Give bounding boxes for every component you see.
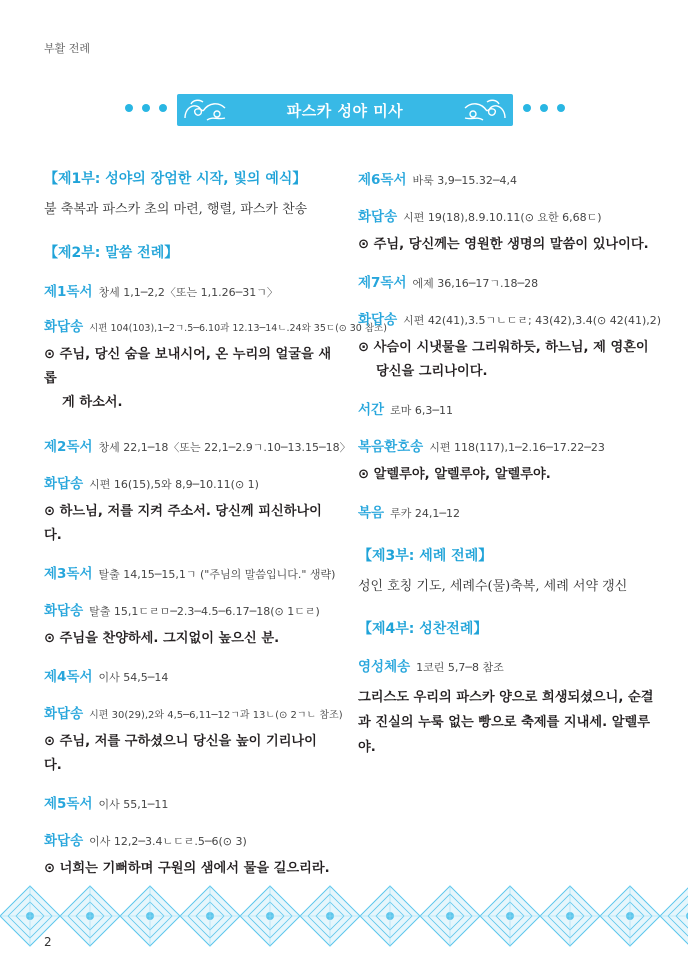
response-line: 게 하소서. — [62, 395, 123, 410]
decorative-dots-right — [523, 104, 565, 112]
reading-label: 서간 — [358, 402, 385, 418]
communion-antiphon — [358, 685, 658, 760]
dot-icon — [523, 104, 531, 112]
psalm-reference: 시편 104(103),1─2ㄱ.5─6.10과 12.13─14ㄴ.24와 35ㄷ(⊙ 30 참조) — [89, 323, 387, 334]
dot-icon — [125, 104, 133, 112]
title-banner — [177, 94, 513, 126]
reading-label: 제1독서 — [44, 284, 93, 300]
reading-reference: 에제 36,16─17ㄱ.18─28 — [412, 277, 539, 290]
psalm-response: ⊙ 주님, 저를 구하셨으니 당신을 높이 기리나이다. — [44, 734, 317, 773]
reading-entry — [358, 271, 658, 291]
diamond-ornament-icon — [120, 886, 180, 946]
antiphon-line: 그리스도 우리의 파스카 양으로 희생되셨으니, 순결 — [358, 690, 654, 705]
reading-entry — [44, 792, 334, 812]
reading-reference: 탈출 14,15─15,1ㄱ ("주님의 말씀입니다." 생략) — [98, 568, 336, 581]
psalm-reference: 시편 16(15),5와 8,9─10.11(⊙ 1) — [89, 478, 259, 491]
reading-entry — [44, 562, 334, 582]
gospel-entry — [358, 501, 658, 521]
part-heading: 【제2부: 말씀 전례】 — [44, 245, 179, 261]
response-line: 당신을 그리나이다. — [376, 364, 488, 379]
diamond-ornament-icon — [420, 886, 480, 946]
psalm-entry — [358, 308, 662, 328]
reading-label: 제6독서 — [358, 172, 407, 188]
psalm-entry — [44, 315, 387, 335]
page-title: 파스카 성야 미사 — [286, 101, 404, 120]
reading-reference: 창세 22,1─18〈또는 22,1─2.9ㄱ.10─13.15─18〉 — [98, 441, 351, 454]
psalm-response — [358, 336, 658, 384]
reading-entry — [358, 168, 658, 188]
psalm-label: 화답송 — [358, 312, 398, 328]
psalm-response: ⊙ 하느님, 저를 지켜 주소서. 당신께 피신하나이다. — [44, 504, 322, 543]
psalm-reference: 시편 30(29),2와 4,5─6,11─12ㄱ과 13ㄴ(⊙ 2ㄱㄴ 참조) — [89, 710, 343, 721]
psalm-response: ⊙ 너희는 기뻐하며 구원의 샘에서 물을 길으리라. — [44, 861, 330, 876]
reading-label: 제2독서 — [44, 439, 93, 455]
diamond-ornament-icon — [60, 886, 120, 946]
psalm-reference: 시편 19(18),8.9.10.11(⊙ 요한 6,68ㄷ) — [403, 211, 602, 224]
psalm-label: 화답송 — [44, 476, 84, 492]
psalm-entry — [44, 472, 334, 492]
dot-icon — [142, 104, 150, 112]
diamond-ornament-icon — [240, 886, 300, 946]
dot-icon — [557, 104, 565, 112]
psalm-label: 화답송 — [44, 833, 84, 849]
psalm-label: 화답송 — [44, 706, 84, 722]
diamond-ornament-icon — [180, 886, 240, 946]
psalm-entry — [358, 205, 658, 225]
acclamation-reference: 시편 118(117),1─2.16─17.22─23 — [429, 441, 605, 454]
reading-reference: 이사 55,1─11 — [98, 798, 169, 811]
decorative-dots-left — [125, 104, 167, 112]
reading-label: 제7독서 — [358, 275, 407, 291]
reading-reference: 이사 54,5─14 — [98, 671, 169, 684]
psalm-reference: 시편 42(41),3.5ㄱㄴㄷㄹ; 43(42),3.4(⊙ 42(41),2) — [403, 314, 662, 327]
dot-icon — [159, 104, 167, 112]
diamond-ornament-icon — [300, 886, 360, 946]
running-header: 부활 전례 — [44, 42, 91, 55]
acclamation-response: ⊙ 알렐루야, 알렐루야, 알렐루야. — [358, 467, 551, 482]
gospel-reference: 루카 24,1─12 — [390, 507, 460, 520]
reading-entry — [44, 280, 334, 300]
footer-diamond-pattern — [0, 885, 688, 947]
right-column — [358, 168, 662, 760]
part-heading: 【제3부: 세례 전례】 — [358, 548, 493, 564]
acclamation-label: 복음환호송 — [358, 439, 424, 455]
psalm-label: 화답송 — [44, 319, 84, 335]
psalm-response: ⊙ 주님, 당신께는 영원한 생명의 말씀이 있나이다. — [358, 237, 649, 252]
diamond-ornament-icon — [480, 886, 540, 946]
psalm-reference: 이사 12,2─3.4ㄴㄷㄹ.5─6(⊙ 3) — [89, 835, 247, 848]
title-banner-group — [125, 94, 565, 126]
psalm-reference: 탈출 15,1ㄷㄹㅁ─2.3─4.5─6.17─18(⊙ 1ㄷㄹ) — [89, 605, 320, 618]
reading-reference: 창세 1,1─2,2〈또는 1,1.26─31ㄱ〉 — [98, 286, 278, 299]
communion-entry — [358, 655, 658, 675]
swirl-ornament-icon — [461, 96, 509, 124]
dot-icon — [540, 104, 548, 112]
psalm-response — [44, 343, 334, 415]
response-line: ⊙ 주님, 당신 숨을 보내시어, 온 누리의 얼굴을 새롭 — [44, 347, 332, 386]
reading-reference: 바룩 3,9─15.32─4,4 — [412, 174, 518, 187]
diamond-ornament-icon — [600, 886, 660, 946]
reading-label: 제5독서 — [44, 796, 93, 812]
psalm-entry — [44, 702, 343, 722]
reading-reference: 로마 6,3─11 — [390, 404, 453, 417]
page-number: 2 — [44, 935, 52, 949]
part-description: 성인 호칭 기도, 세례수(물)축복, 세례 서약 갱신 — [358, 579, 628, 594]
diamond-ornament-icon — [540, 886, 600, 946]
reading-label: 제4독서 — [44, 669, 93, 685]
reading-entry — [44, 435, 351, 455]
diamond-ornament-icon — [660, 886, 688, 946]
reading-label: 제3독서 — [44, 566, 93, 582]
part-heading: 【제4부: 성찬전례】 — [358, 621, 488, 637]
antiphon-line: 과 진실의 누룩 없는 빵으로 축제를 지내세. 알렐루야. — [358, 715, 650, 755]
diamond-ornament-icon — [360, 886, 420, 946]
reading-entry — [358, 398, 658, 418]
communion-reference: 1코린 5,7─8 참조 — [416, 661, 504, 674]
gospel-label: 복음 — [358, 505, 385, 521]
psalm-entry — [44, 599, 334, 619]
psalm-response: ⊙ 주님을 찬양하세. 그지없이 높으신 분. — [44, 631, 280, 646]
psalm-label: 화답송 — [44, 603, 84, 619]
psalm-label: 화답송 — [358, 209, 398, 225]
swirl-ornament-icon — [181, 96, 229, 124]
psalm-entry — [44, 829, 334, 849]
reading-entry — [44, 665, 334, 685]
response-line: ⊙ 사슴이 시냇물을 그리워하듯, 하느님, 제 영혼이 — [358, 340, 649, 355]
part-heading: 【제1부: 성야의 장엄한 시작, 빛의 예식】 — [44, 171, 307, 187]
communion-label: 영성체송 — [358, 659, 411, 675]
acclamation-entry — [358, 435, 658, 455]
part-description: 불 축복과 파스카 초의 마련, 행렬, 파스카 찬송 — [44, 202, 308, 217]
